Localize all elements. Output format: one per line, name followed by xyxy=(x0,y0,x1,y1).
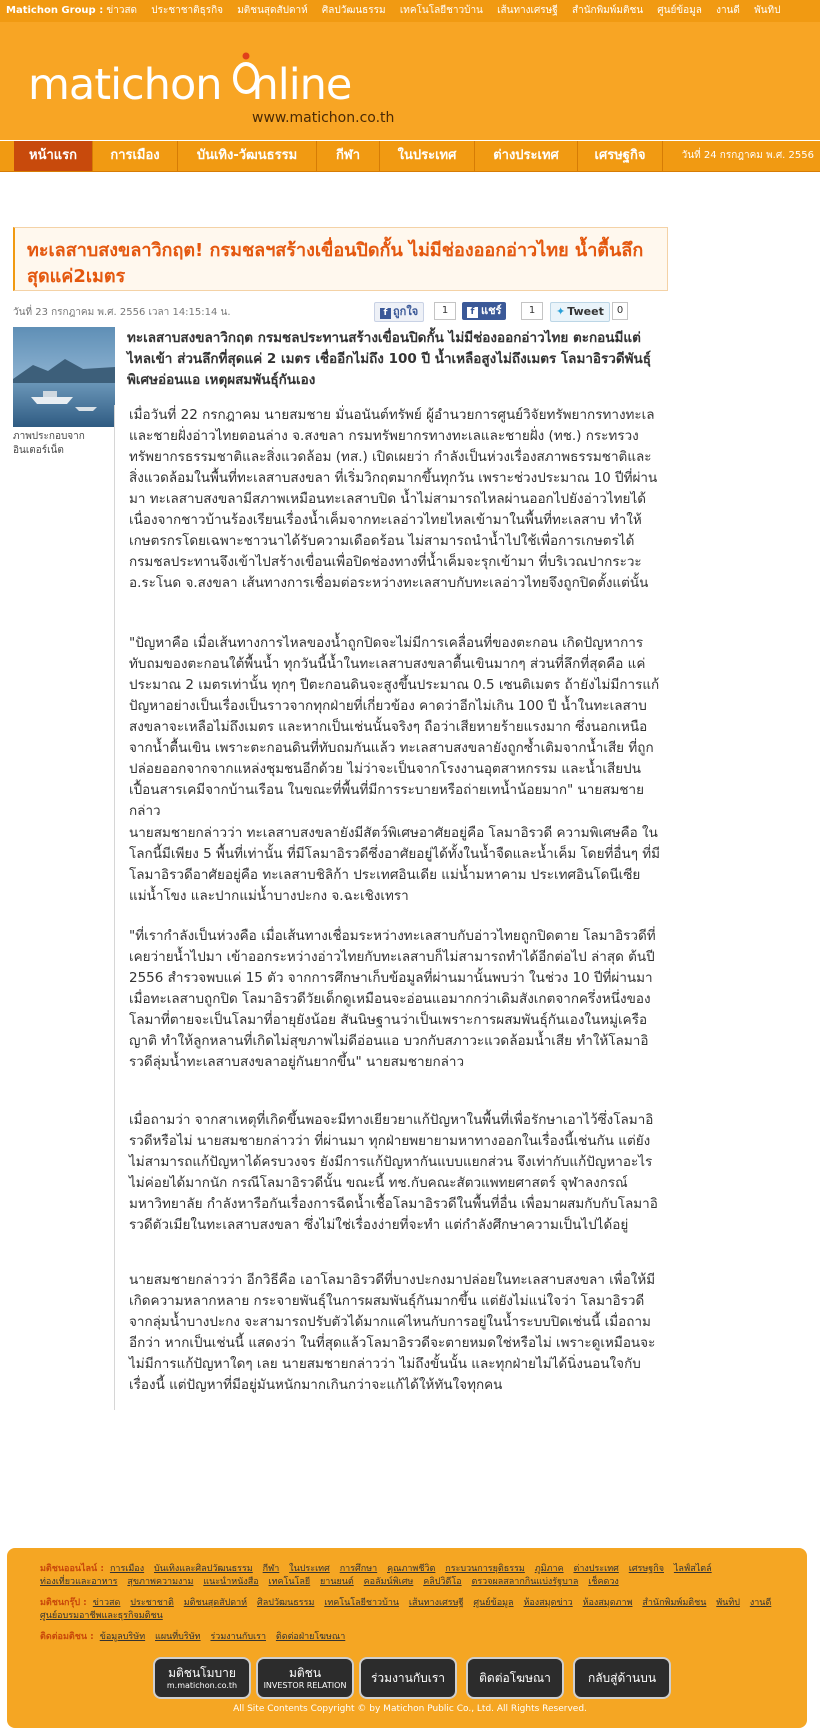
footer-row2-label: มติชนกรุ๊ป : xyxy=(40,1598,87,1608)
article-photo xyxy=(13,327,115,427)
footer-link[interactable]: ศิลปวัฒนธรรม xyxy=(257,1598,315,1608)
footer-link[interactable]: ยานยนต์ xyxy=(320,1577,354,1587)
footer-link[interactable]: งานดี xyxy=(749,1598,772,1608)
logo-text-right: nline xyxy=(251,60,352,110)
footer-row-matichon-group xyxy=(40,1597,780,1623)
nav-item-politics[interactable]: การเมือง xyxy=(93,141,178,171)
share-label: แชร์ xyxy=(481,304,502,317)
footer-link[interactable]: ห้องสมุดข่าว xyxy=(523,1598,573,1608)
footer-link[interactable]: สำนักพิมพ์มติชน xyxy=(642,1598,707,1608)
nav-item-foreign[interactable]: ต่างประเทศ xyxy=(475,141,578,171)
footer-row1-label: มติชนออนไลน์ : xyxy=(40,1564,104,1574)
footer-link[interactable]: กระบวนการยุติธรรม xyxy=(445,1564,525,1574)
group-bar-link[interactable]: ประชาชาติธุรกิจ xyxy=(151,5,224,16)
footer-link[interactable]: บันเทิงและศิลปวัฒนธรรม xyxy=(153,1564,253,1574)
group-bar-link[interactable]: ข่าวสด xyxy=(106,5,138,16)
footer-link[interactable]: ติดต่อฝ่ายโฆษณา xyxy=(275,1632,346,1642)
footer-link[interactable]: การศึกษา xyxy=(339,1564,378,1574)
footer-link[interactable]: แนะนำหนังสือ xyxy=(203,1577,259,1587)
mobile-site-button[interactable] xyxy=(153,1657,251,1699)
nav-item-sports[interactable]: กีฬา xyxy=(317,141,380,171)
main-nav xyxy=(0,140,820,172)
investor-relation-sub: INVESTOR RELATION xyxy=(263,1680,347,1690)
footer-link[interactable]: กีฬา xyxy=(262,1564,280,1574)
footer-link[interactable]: คลิปวิดีโอ xyxy=(423,1577,462,1587)
footer-link[interactable]: เทคโนโลยีชาวบ้าน xyxy=(324,1598,400,1608)
footer-link[interactable]: สุขภาพความงาม xyxy=(127,1577,194,1587)
footer-link[interactable]: ท่องเที่ยวและอาหาร xyxy=(40,1577,118,1587)
footer-link[interactable]: เศรษฐกิจ xyxy=(628,1564,664,1574)
article-lead: ทะเลสาบสงขลาวิกฤต กรมชลประทานสร้างเขื่อนปิดกั้น ไม่มีช่องออกอ่าวไทย ตะกอนมีแต่ไหลเข้า ส่วนลึกที่สุดแค่ 2 เมตร เชื่ออีกไม่ถึง 100 ปี น้ำเหลือสูงไม่ถึงเมตร โลมาอิรวดีพันธุ์พิเศษอ่อนแอ เหตุผสมพันธุ์กันเอง xyxy=(127,330,652,388)
group-bar-links xyxy=(106,5,791,16)
footer-link[interactable]: ภูมิภาค xyxy=(534,1564,564,1574)
join-us-label: ร่วมงานกับเรา xyxy=(370,1670,446,1685)
advertise-button[interactable] xyxy=(466,1657,564,1699)
mobile-site-url: m.matichon.co.th xyxy=(166,1680,238,1690)
group-bar-title: Matichon Group : xyxy=(6,5,104,16)
footer-link[interactable]: คอลัมน์พิเศษ xyxy=(363,1577,414,1587)
footer-link[interactable]: เส้นทางเศรษฐี xyxy=(408,1598,464,1608)
tweet-label: Tweet xyxy=(567,305,604,318)
investor-relation-button[interactable] xyxy=(256,1657,354,1699)
footer-row-matichon-online xyxy=(40,1563,780,1589)
photo-caption: ภาพประกอบจากอินเตอร์เน็ต xyxy=(13,431,85,456)
article-paragraph: เมื่อวันที่ 22 กรกฎาคม นายสมชาย มั่นอนันต์ทรัพย์ ผู้อำนวยการศูนย์วิจัยทรัพยากรทางทะเลและชายฝั่งอ่าวไทยตอนล่าง จ.สงขลา กรมทรัพยากรทางทะเลและชายฝั่ง (ทช.) กระทรวงทรัพยากรธรรมชาติและสิ่งแวดล้อม (ทส.) เปิดเผยว่า กำลังเป็นห่วงเรื่องสภาพธรรมชาติและสิ่งแวดล้อมในพื้นที่ทะเลสาบสงขลา ที่เริ่มวิกฤตมากขึ้นทุกวัน เพราะช่วงประมาณ 10 ปีที่ผ่านมา ทะเลสาบสงขลามีสภาพเหมือนทะเลสาบปิด น้ำไม่สามารถไหลผ่านออกไปยังอ่าวไทยได้ เนื่องจากชาวบ้านร้องเรียนเรื่องน้ำเค็มจากทะเลอ่าวไทยไหลเข้ามาในพื้นที่ทะเลสาบ ทำให้เกษตรกรโดยเฉพาะชาวนาได้รับความเดือดร้อน ไม่สามารถนำน้ำไปใช้เพื่อการเกษตรได้ กรมชลประทานจึงเข้าไปสร้างเขื่อนเพื่อปิดช่องทางที่น้ำเค็มจะรุกเข้ามา ที่บริเวณปากระวะ อ.ระโนด จ.สงขลา เส้นทางการเชื่อมต่อระหว่างทะเลสาบกับทะเลอ่าวไทยจึงถูกปิดตั้งแต่นั้น xyxy=(129,407,658,591)
footer-link[interactable]: คุณภาพชีวิต xyxy=(387,1564,436,1574)
advertise-label: ติดต่อโฆษณา xyxy=(479,1670,551,1685)
article-paragraph: "ปัญหาคือ เมื่อเส้นทางการไหลของน้ำถูกปิดจะไม่มีการเคลื่อนที่ของตะกอน เกิดปัญหาการทับถมของตะกอนใต้พื้นน้ำ ทุกวันนี้น้ำในทะเลสาบสงขลาตื้นเขินมากๆ ส่วนที่ลึกที่สุดคือ แค่ประมาณ 2 เมตรเท่านั้น ทุกๆ ปีตะกอนดินจะสูงขึ้นประมาณ 0.5 เซนติเมตร ถ้ายังไม่มีการแก้ปัญหาอย่างเป็นเรื่องเป็นราวจากทุกฝ่ายที่เกี่ยวข้อง คาดว่าอีกไม่เกิน 100 ปี น้ำในทะเลสาบสงขลาจะเหลือไม่ถึงเมตร และหากเป็นเช่นนั้นจริงๆ ถือว่าเสียหายร้ายแรงมาก ซึ่งนอกเหนือจากน้ำตื้นเขิน เพราะตะกอนดินที่ทับถมกันแล้ว ทะเลสาบสงขลายังถูกซ้ำเติมจากน้ำเสีย ที่ถูกปล่อยออกจากจากแหล่งชุมชนอีกด้วย ไม่ว่าจะเป็นจากโรงงานอุตสาหกรรม และน้ำเสียปนเปื้อนสารเคมีจากบ้านเรือน ในขณะที่พื้นที่มีการระบายหรือถ่ายเทน้ำน้อยมาก" นายสมชายกล่าว xyxy=(129,635,660,819)
facebook-icon: f xyxy=(380,308,391,319)
like-count: 1 xyxy=(434,302,456,320)
logo-text-left: matichon xyxy=(28,60,222,110)
site-header xyxy=(0,22,820,140)
nav-item-entertainment[interactable]: บันเทิง-วัฒนธรรม xyxy=(178,141,317,171)
like-label: ถูกใจ xyxy=(393,305,419,318)
footer-row3-links xyxy=(100,1632,353,1642)
article-title: ทะเลสาบสงขลาวิกฤต! กรมชลฯสร้างเขื่อนปิดกั้น ไม่มีช่องออกอ่าวไทย น้ำตื้นลึกสุดแค่2เมตร xyxy=(27,240,644,287)
footer-link[interactable]: ตรวจผลสลากกินแบ่งรัฐบาล xyxy=(471,1577,579,1587)
article-date: วันที่ 23 กรกฎาคม พ.ศ. 2556 เวลา 14:15:14 น. xyxy=(13,307,231,318)
nav-item-economy[interactable]: เศรษฐกิจ xyxy=(578,141,663,171)
group-bar-link[interactable]: เทคโนโลยีชาวบ้าน xyxy=(399,5,483,16)
article-paragraph: นายสมชายกล่าวว่า ทะเลสาบสงขลายังมีสัตว์พิเศษอาศัยอยู่คือ โลมาอิรวดี ความพิเศษคือ ในโลกนี้มีเพียง 5 พื้นที่เท่านั้น ที่มีโลมาอิรวดีซึ่งอาศัยอยู่ได้ทั้งในน้ำจืดและน้ำเค็ม โดยที่อื่นๆ ที่มีโลมาอิรวดีอาศัยอยู่คือ ทะเลสาบชิลิก้า ประเทศอินเดีย แม่น้ำมหาคาม ประเทศอินโดนีเซีย แม่น้ำโขง และปากแม่น้ำบางปะกง จ.ฉะเชิงเทรา xyxy=(129,825,661,904)
nav-item-local[interactable]: ในประเทศ xyxy=(380,141,475,171)
group-bar-link[interactable]: สำนักพิมพ์มติชน xyxy=(571,5,644,16)
footer-row-contact xyxy=(40,1631,780,1644)
footer-row3-label: ติดต่อมติชน : xyxy=(40,1632,94,1642)
footer-link[interactable]: มติชนสุดสัปดาห์ xyxy=(183,1598,248,1608)
footer-row2-links xyxy=(40,1598,778,1621)
article-body xyxy=(114,405,665,1410)
site-logo[interactable] xyxy=(28,62,351,108)
facebook-share-icon: f xyxy=(467,307,478,318)
group-bar-link[interactable]: เส้นทางเศรษฐี xyxy=(497,5,558,16)
investor-relation-label: มติชน xyxy=(288,1665,322,1680)
footer-link[interactable]: ไลฟ์สไตล์ xyxy=(673,1564,712,1574)
article-paragraph: เมื่อถามว่า จากสาเหตุที่เกิดขึ้นพอจะมีทางเยียวยาแก้ปัญหาในพื้นที่เพื่อรักษาเอาไว้ซึ่งโลมาอิรวดีหรือไม่ นายสมชายกล่าวว่า ที่ผ่านมา ทุกฝ่ายพยายามหาทางออกในเรื่องนี้เช่นกัน แต่ยังไม่สามารถแก้ปัญหาได้ครบวงจร ยังมีการแก้ปัญหากันแบบแยกส่วน จึงเท่ากับแก้ปัญหาอะไรไม่ค่อยได้มากนัก กรณีโลมาอิรวดีนั้น ขณะนี้ ทช.กับคณะสัตวแพทยศาสตร์ จุฬาลงกรณ์มหาวิทยาลัย กำลังหารือกันเรื่องการฉีดน้ำเชื้อโลมาอิรวดีในพื้นที่อื่น เพื่อมาผสมกับกับโลมาอิรวดีตัวเมียในทะเลสาบสงขลา ซึ่งไม่ใช่เรื่องง่ายที่จะทำ แต่กำลังศึกษาความเป็นไปได้อยู่ xyxy=(129,1112,658,1233)
footer-link[interactable]: ร่วมงานกับเรา xyxy=(210,1632,267,1642)
facebook-share-button[interactable] xyxy=(462,302,506,320)
group-bar-link[interactable]: พันทิป xyxy=(754,5,781,16)
join-us-button[interactable] xyxy=(359,1657,457,1699)
footer-link[interactable]: ศูนย์อบรมอาชีพและธุรกิจมติชน xyxy=(40,1611,163,1621)
footer-link[interactable]: การเมือง xyxy=(109,1564,145,1574)
group-bar-link[interactable]: ศูนย์ข้อมูล xyxy=(657,5,702,16)
footer-row1-links xyxy=(40,1564,719,1587)
article-paragraph: นายสมชายกล่าวว่า อีกวิธีคือ เอาโลมาอิรวดีที่บางปะกงมาปล่อยในทะเลสาบสงขลา เพื่อให้มีเกิดความหลากหลาย กระจายพันธุ์ในการผสมพันธุ์กันมากขึ้น แต่ยังไม่แน่ใจว่า โลมาอิรวดีจากลุ่มน้ำบางปะกง จะสามารถปรับตัวได้มากแค่ไหนกับการอยู่ในน้ำระบบปิดเช่นนี้ เมื่อถามอีกว่า หากเป็นเช่นนี้ แสดงว่า ในที่สุดแล้วโลมาอิรวดีจะตายหมดใช่หรือไม่ เพราะดูเหมือนจะไม่มีการแก้ปัญหาใดๆ เลย นายสมชายกล่าวว่า ไม่ถึงขั้นนั้น และทุกฝ่ายไม่ได้นิ่งนอนใจกับเรื่องนี้ แต่ปัญหาที่มีอยู่มันหนักมากเกินกว่าจะแก้ได้ให้ทันใจทุกคน xyxy=(129,1272,656,1393)
group-bar-link[interactable]: ศิลปวัฒนธรรม xyxy=(321,5,386,16)
article-title-box xyxy=(13,227,668,291)
footer-link[interactable]: ห้องสมุดภาพ xyxy=(582,1598,633,1608)
tweet-count: 0 xyxy=(612,302,628,320)
nav-item-home[interactable]: หน้าแรก xyxy=(14,141,93,171)
footer-link[interactable]: เช็คดวง xyxy=(588,1577,619,1587)
footer-link[interactable]: เทคโนโลยี xyxy=(268,1577,311,1587)
logo-o-icon xyxy=(232,52,260,96)
footer-link[interactable]: ในประเทศ xyxy=(289,1564,330,1574)
group-bar xyxy=(0,0,820,22)
tweet-button[interactable] xyxy=(550,302,610,322)
facebook-like-button[interactable] xyxy=(374,302,424,322)
copyright: All Site Contents Copyright © by Matichon Public Co., Ltd. All Rights Reserved. xyxy=(233,1704,587,1714)
footer-link[interactable]: ประชาชาติ xyxy=(130,1598,174,1608)
footer-link[interactable]: ศูนย์ข้อมูล xyxy=(473,1598,514,1608)
back-to-top-button[interactable] xyxy=(573,1657,671,1699)
back-to-top-label: กลับสู่ด้านบน xyxy=(587,1670,657,1685)
footer-link[interactable]: แผนที่บริษัท xyxy=(155,1632,201,1642)
nav-date: วันที่ 24 กรกฎาคม พ.ศ. 2556 xyxy=(681,150,814,161)
group-bar-link[interactable]: มติชนสุดสัปดาห์ xyxy=(237,5,308,16)
twitter-icon: ✦ xyxy=(556,305,566,318)
article-paragraph: "ที่เรากำลังเป็นห่วงคือ เมื่อเส้นทางเชื่อมระหว่างทะเลสาบกับอ่าวไทยถูกปิดตาย โลมาอิรวดีที่เคยว่ายน้ำไปมา เข้าออกระหว่างอ่าวไทยกับทะเลสาบก็ไม่สามารถทำได้อีกต่อไป ล่าสุด ต้นปี 2556 สำรวจพบแค่ 15 ตัว จากการศึกษาเก็บข้อมูลที่ผ่านมานั้นพบว่า ในช่วง 10 ปีที่ผ่านมา เมื่อทะเลสาบถูกปิด โลมาอิรวดีวัยเด็กดูเหมือนจะอ่อนแอมากกว่าเดิมสังเกตจากครึ่งหนึ่งของโลมาที่ตายจะเป็นโลมาที่อายุยังน้อย สันนิษฐานว่าเป็นเพราะการผสมพันธุ์กันเองในหมู่เครือญาติ ทำให้ลูกหลานที่เกิดไม่สุขภาพไม่ดีอ่อนแอ บวกกับสภาวะแวดล้อมน้ำเสีย ทำให้โลมาอิรวดีลุ่มน้ำทะเลสาบสงขลาอยู่กันยากขึ้น" นายสมชายกล่าว xyxy=(129,928,656,1070)
share-count: 1 xyxy=(521,302,543,320)
group-bar-link[interactable]: งานดี xyxy=(716,5,740,16)
mobile-site-label: มติชนโมบาย xyxy=(168,1665,236,1680)
site-url[interactable]: www.matichon.co.th xyxy=(252,110,395,126)
footer-link[interactable]: ข้อมูลบริษัท xyxy=(99,1632,146,1642)
footer-link[interactable]: ข่าวสด xyxy=(92,1598,121,1608)
footer-link[interactable]: ต่างประเทศ xyxy=(573,1564,619,1574)
footer-link[interactable]: พันทิป xyxy=(716,1598,740,1608)
